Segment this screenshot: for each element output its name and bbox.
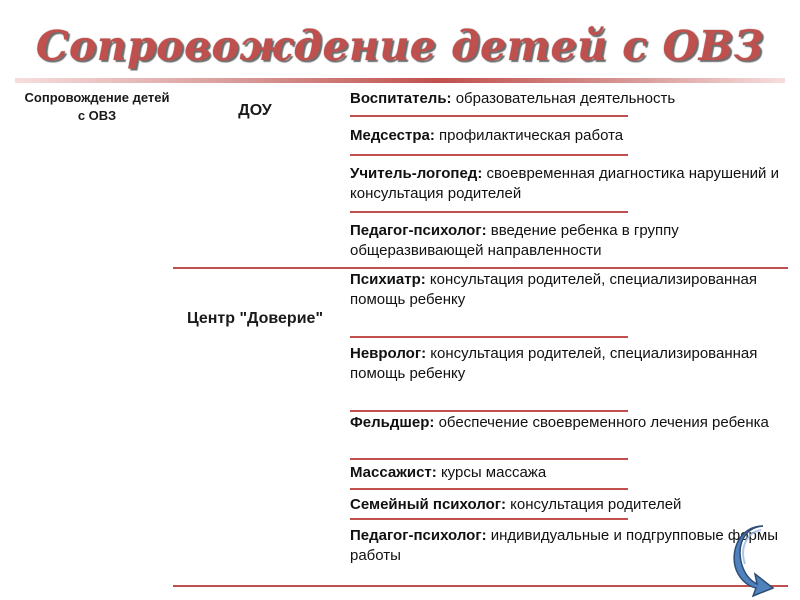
separator-line	[350, 458, 628, 460]
item-text: обеспечение своевременного лечения ребенка	[434, 414, 769, 431]
item-role: Психиатр:	[350, 271, 426, 288]
item-text: введение ребенка в группу общеразвивающей направленности	[350, 222, 679, 259]
page-title: Сопровождение детей с ОВЗ	[35, 22, 765, 70]
list-item	[350, 495, 780, 515]
list-item	[350, 526, 780, 566]
root-label: Сопровождение детей с ОВЗ	[24, 90, 170, 123]
curved-arrow-icon[interactable]	[733, 522, 775, 598]
item-role: Воспитатель:	[350, 90, 452, 107]
item-text: индивидуальные и подгрупповые формы работы	[350, 527, 778, 564]
item-role: Педагог-психолог:	[350, 222, 487, 239]
item-text: консультация родителей, специализированная помощь ребенку	[350, 271, 758, 308]
group-label-center: Центр "Доверие"	[186, 310, 324, 327]
group-divider-line	[173, 267, 788, 269]
item-text: профилактическая работа	[434, 127, 624, 144]
title-underline	[15, 78, 785, 83]
list-item	[350, 270, 780, 310]
separator-line	[350, 410, 628, 412]
separator-line	[350, 154, 628, 156]
item-role: Массажист:	[350, 464, 437, 481]
list-item	[350, 126, 780, 146]
list-item	[350, 413, 780, 433]
separator-line	[350, 115, 628, 117]
separator-line	[350, 518, 628, 520]
item-text: курсы массажа	[436, 464, 547, 481]
list-item	[350, 164, 780, 204]
list-item	[350, 344, 780, 384]
item-text: консультация родителей	[506, 496, 682, 513]
item-role: Семейный психолог:	[350, 496, 507, 513]
item-role: Фельдшер:	[350, 414, 435, 431]
item-text: образовательная деятельность	[451, 90, 676, 107]
list-item	[350, 221, 780, 261]
item-role: Учитель-логопед:	[350, 165, 483, 182]
group-label-dou: ДОУ	[238, 102, 272, 119]
separator-line	[350, 336, 628, 338]
list-item	[350, 89, 780, 109]
bottom-divider-line	[173, 585, 788, 587]
item-text: своевременная диагностика нарушений и консультация родителей	[350, 165, 779, 202]
item-text: консультация родителей, специализированная помощь ребенку	[350, 345, 758, 382]
list-item	[350, 463, 780, 483]
item-role: Педагог-психолог:	[350, 527, 487, 544]
item-role: Невролог:	[350, 345, 427, 362]
separator-line	[350, 211, 628, 213]
separator-line	[350, 488, 628, 490]
item-role: Медсестра:	[350, 127, 435, 144]
